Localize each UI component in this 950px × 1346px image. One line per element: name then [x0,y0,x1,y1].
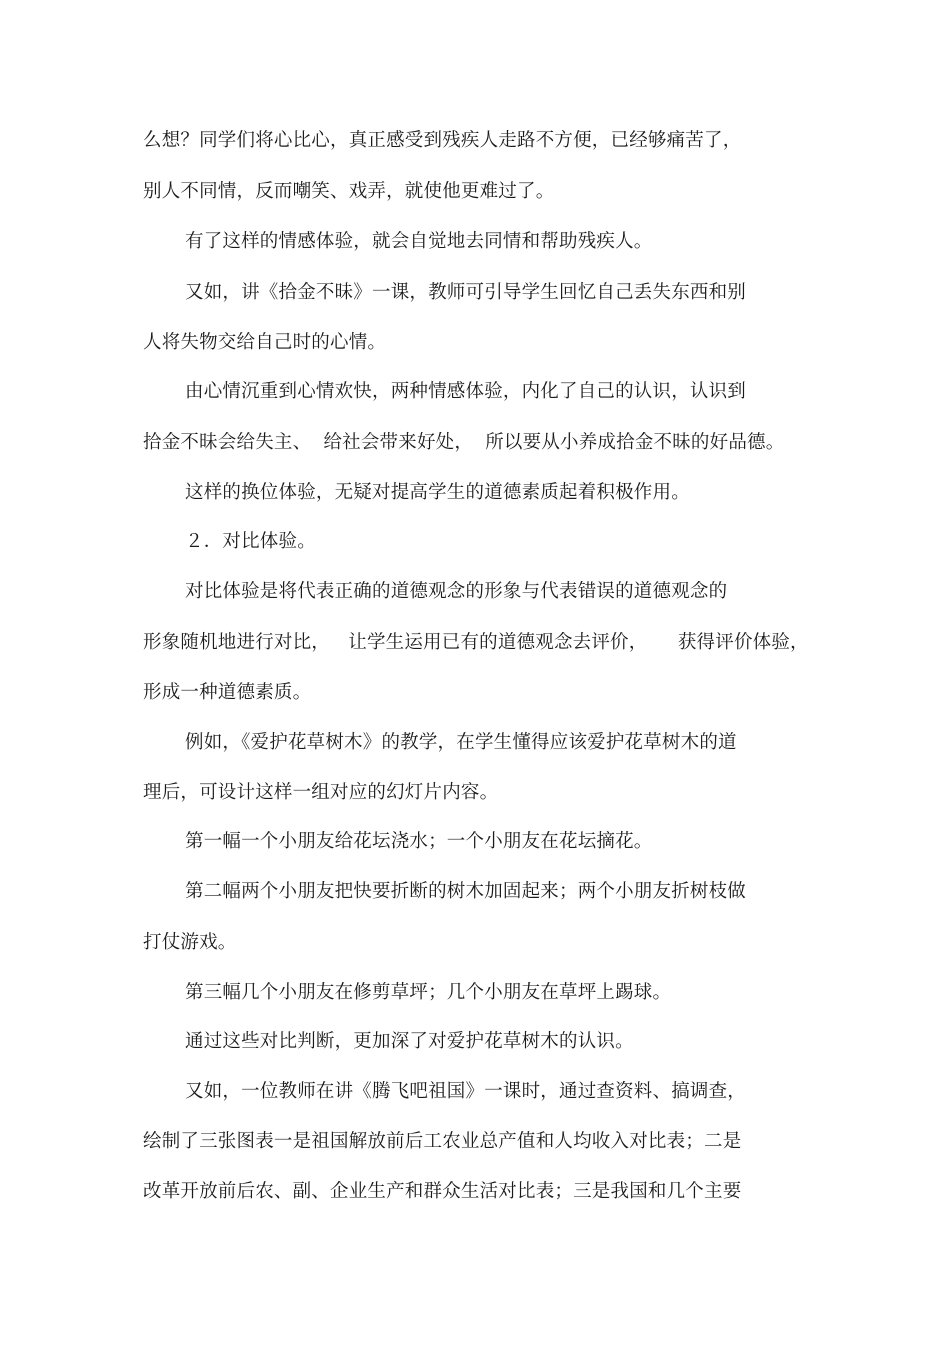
text-line: 有了这样的情感体验，就会自觉地去同情和帮助残疾人。 [185,231,653,252]
text-line: 拾金不昧会给失主、 给社会带来好处， 所以要从小养成拾金不昧的好品德。 [143,432,785,453]
text-line: 理后，可设计这样一组对应的幻灯片内容。 [143,782,499,803]
text-line: 例如，《爱护花草树木》的教学，在学生懂得应该爱护花草树木的道 [185,732,737,753]
text-line: 这样的换位体验，无疑对提高学生的道德素质起着积极作用。 [185,482,690,503]
section-heading: ２．对比体验。 [185,531,316,552]
text-line: 通过这些对比判断，更加深了对爱护花草树木的认识。 [185,1031,634,1052]
text-line: 第二幅两个小朋友把快要折断的树木加固起来；两个小朋友折树枝做 [185,881,747,902]
text-line: 打仗游戏。 [143,932,237,953]
text-line: 人将失物交给自己时的心情。 [143,332,387,353]
text-line: 形成一种道德素质。 [143,682,312,703]
text-line: 形象随机地进行对比， 让学生运用已有的道德观念去评价， 获得评价体验， [143,632,809,653]
text-line: 又如，一位教师在讲《腾飞吧祖国》一课时，通过查资料、搞调查， [185,1081,747,1102]
text-line: 第一幅一个小朋友给花坛浇水；一个小朋友在花坛摘花。 [185,831,653,852]
text-line: 对比体验是将代表正确的道德观念的形象与代表错误的道德观念的 [185,581,728,602]
text-line: 么想？同学们将心比心，真正感受到残疾人走路不方便，已经够痛苦了， [143,130,742,151]
text-line: 绘制了三张图表一是祖国解放前后工农业总产值和人均收入对比表；二是 [143,1131,742,1152]
text-line: 改革开放前后农、副、企业生产和群众生活对比表；三是我国和几个主要 [143,1181,742,1202]
text-line: 由心情沉重到心情欢快，两种情感体验，内化了自己的认识，认识到 [185,381,747,402]
text-line: 第三幅几个小朋友在修剪草坪；几个小朋友在草坪上踢球。 [185,982,672,1003]
text-line: 别人不同情，反而嘲笑、戏弄，就使他更难过了。 [143,181,555,202]
text-line: 又如，讲《拾金不昧》一课，教师可引导学生回忆自己丢失东西和别 [185,282,747,303]
